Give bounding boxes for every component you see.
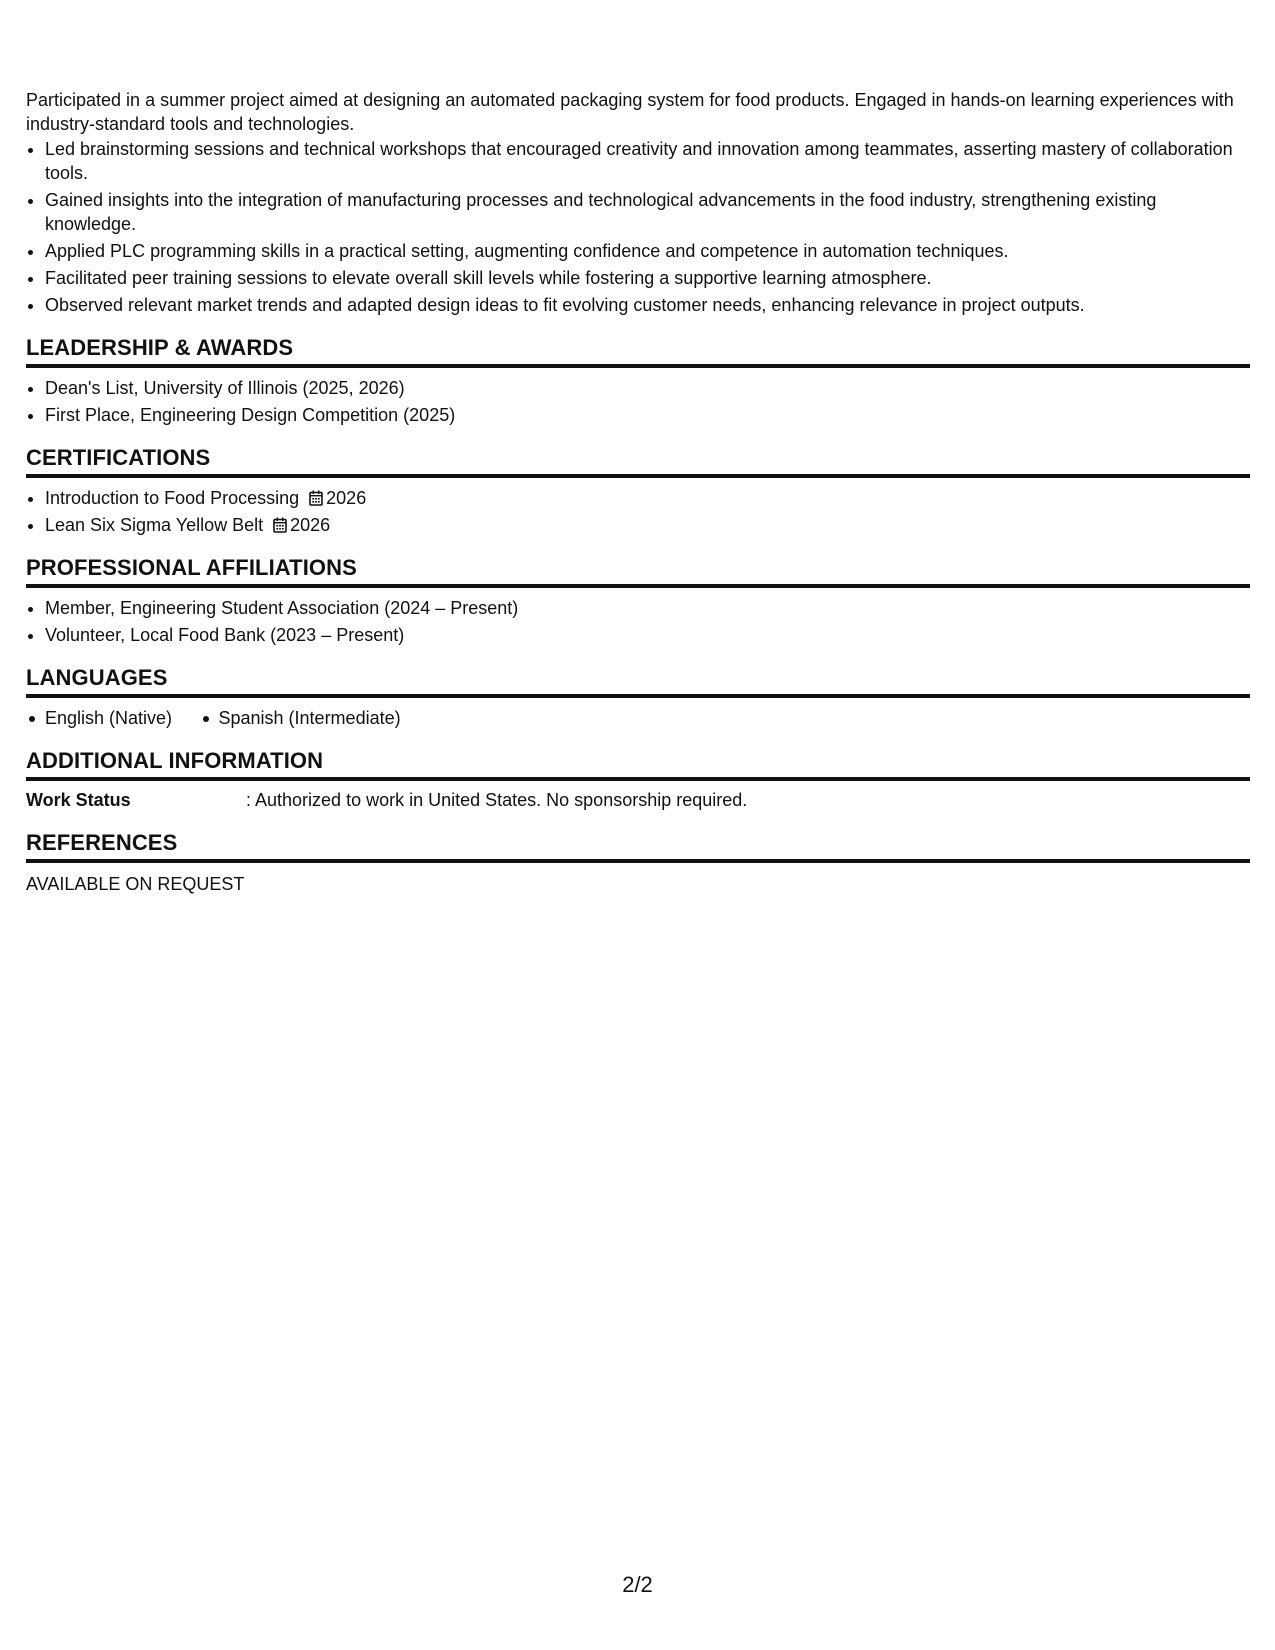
experience-bullet: • Gained insights into the integration of manufacturing processes and technological advancements in the food industry, strengthening existing knowledge. (45, 188, 1250, 236)
certification-name: Lean Six Sigma Yellow Belt (45, 515, 264, 535)
leadership-section (26, 335, 1250, 427)
references-heading: REFERENCES (26, 830, 1250, 863)
award-item: • First Place, Engineering Design Competition (2025) (45, 403, 1250, 427)
experience-summary: Participated in a summer project aimed at designing an automated packaging system for food products. Engaged in hands-on learning experiences with industry-standard tools and technologies. (26, 90, 1234, 134)
page-number: 2/2 (622, 1572, 653, 1597)
work-status-label: Work Status (26, 790, 131, 810)
work-status-row (26, 788, 1250, 812)
work-status-value: : Authorized to work in United States. No sponsorship required. (246, 790, 748, 810)
resume-page (26, 88, 1250, 896)
affiliations-list (26, 596, 1250, 647)
experience-bullet: • Observed relevant market trends and adapted design ideas to fit evolving customer needs, enhancing relevance in project outputs. (45, 293, 1250, 317)
calendar-icon (273, 517, 287, 533)
experience-bullet: • Facilitated peer training sessions to elevate overall skill levels while fostering a supportive learning atmosphere. (45, 266, 1250, 290)
affiliations-section (26, 555, 1250, 647)
leadership-list (26, 376, 1250, 427)
certification-item (45, 513, 1250, 537)
additional-info-heading: ADDITIONAL INFORMATION (26, 748, 1250, 781)
certification-year: 2026 (290, 515, 331, 535)
experience-bullet: • Led brainstorming sessions and technical workshops that encouraged creativity and innovation among teammates, asserting mastery of collaboration tools. (45, 137, 1250, 185)
certifications-list (26, 486, 1250, 537)
language-item: English (Native) (45, 708, 173, 728)
languages-list (26, 706, 1250, 730)
affiliations-heading: PROFESSIONAL AFFILIATIONS (26, 555, 1250, 588)
references-section (26, 830, 1250, 896)
certification-year: 2026 (326, 488, 367, 508)
certifications-section (26, 445, 1250, 537)
certification-name: Introduction to Food Processing (45, 488, 300, 508)
experience-bullets (26, 137, 1250, 317)
languages-heading: LANGUAGES (26, 665, 1250, 698)
certification-item (45, 486, 1250, 510)
calendar-icon (309, 490, 323, 506)
award-item: • Dean's List, University of Illinois (2025, 2026) (45, 376, 1250, 400)
additional-info-section (26, 748, 1250, 812)
leadership-heading: LEADERSHIP & AWARDS (26, 335, 1250, 368)
experience-bullet: • Applied PLC programming skills in a practical setting, augmenting confidence and competence in automation techniques. (45, 239, 1250, 263)
certifications-heading: CERTIFICATIONS (26, 445, 1250, 478)
languages-section (26, 665, 1250, 730)
affiliation-item: • Volunteer, Local Food Bank (2023 – Present) (45, 623, 1250, 647)
references-text: AVAILABLE ON REQUEST (26, 874, 245, 894)
language-item: Spanish (Intermediate) (218, 708, 401, 728)
affiliation-item: • Member, Engineering Student Association (2024 – Present) (45, 596, 1250, 620)
